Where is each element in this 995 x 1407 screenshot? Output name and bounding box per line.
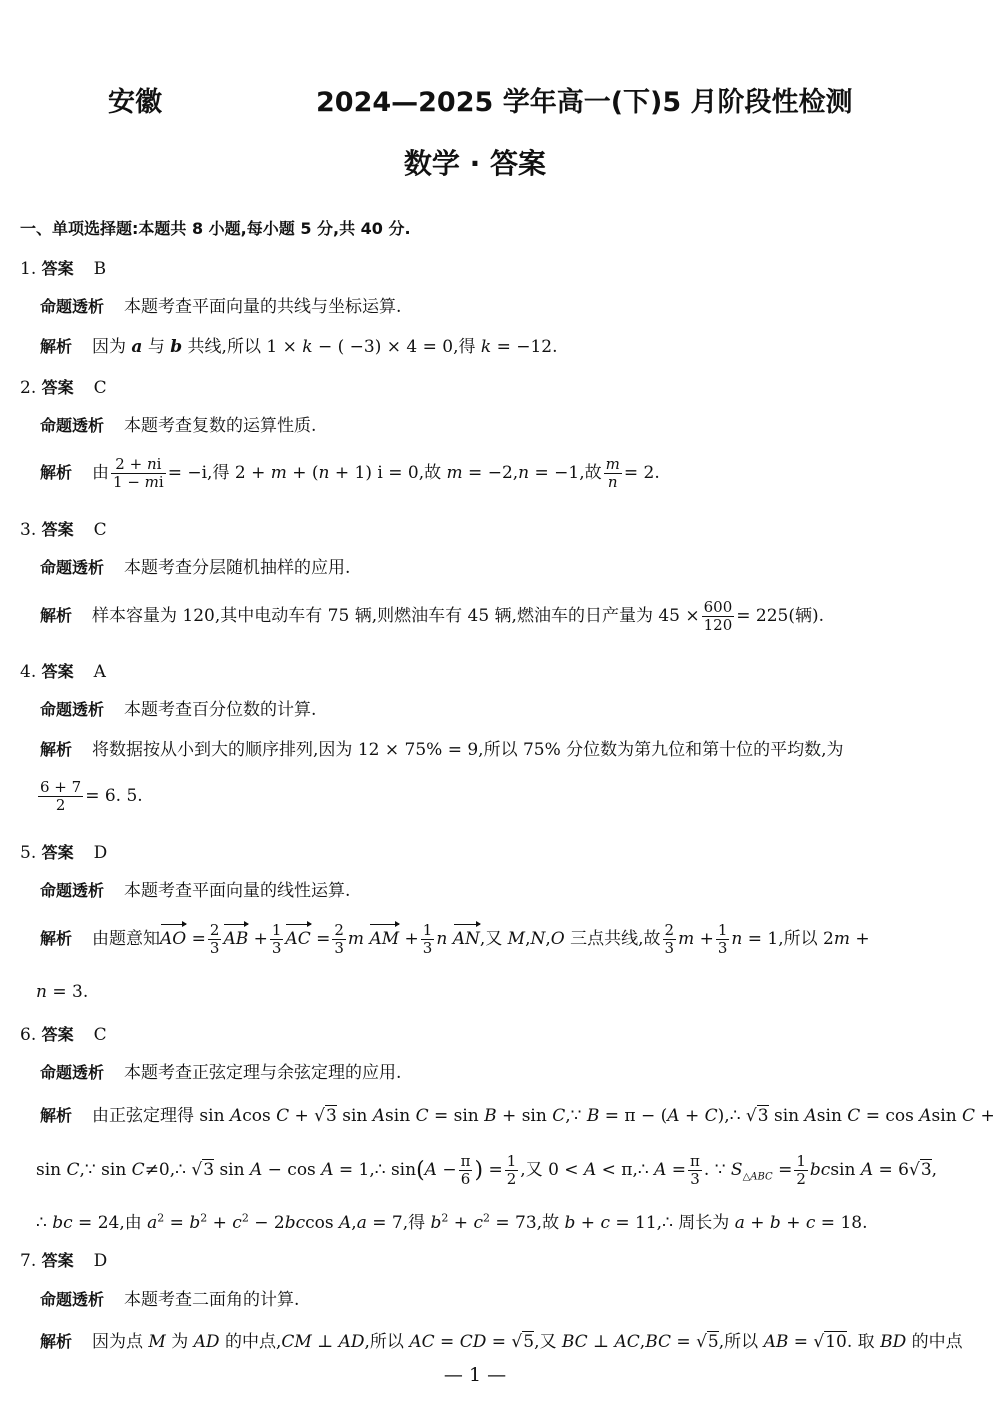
question-2-answer-line xyxy=(20,375,107,398)
insight-label: 命题透析 xyxy=(40,558,105,577)
fraction: $\frac{\pi}{6}$ xyxy=(460,1152,471,1188)
insight-label: 命题透析 xyxy=(40,1063,105,1082)
answer-value: C xyxy=(93,1025,107,1045)
answer-value: A xyxy=(93,662,106,682)
fraction: $\frac{\pi}{3}$ xyxy=(690,1152,700,1188)
answer-value: C xyxy=(93,378,107,398)
question-6-answer-line xyxy=(20,1022,107,1045)
insight-label: 命题透析 xyxy=(40,881,105,900)
question-number: 4. xyxy=(20,662,37,682)
analysis-label: 解析 xyxy=(40,929,73,948)
question-6-analysis-cont-1: sin C,∵ sin C≠0,∴ √3 sin A − cos A = 1,∴ sin(A − $\frac{\pi}{6}$ ) = $\frac{1}{2}$ ,又 0 < A < π,∴ A = $\frac{\pi}{3}$ . ∵ $S_{\triangle ABC}$ = $\frac{1}{2}$ bcsin A = 6√3, xyxy=(36,1152,938,1188)
insight-label: 命题透析 xyxy=(40,700,105,719)
question-4-insight xyxy=(40,698,316,722)
question-7-insight xyxy=(40,1288,299,1312)
fraction: $\frac{2}{3}$ xyxy=(664,921,675,957)
insight-text: 本题考查正弦定理与余弦定理的应用. xyxy=(124,1063,402,1083)
question-number: 1. xyxy=(20,259,37,279)
insight-text: 本题考查分层随机抽样的应用. xyxy=(124,558,351,578)
question-6-insight xyxy=(40,1061,401,1085)
question-5-analysis-cont: n = 3. xyxy=(36,982,89,1002)
insight-label: 命题透析 xyxy=(40,297,105,316)
answer-label: 答案 xyxy=(41,378,74,397)
question-3-answer-line xyxy=(20,517,107,540)
question-3-analysis: 解析 样本容量为 120,其中电动车有 75 辆,则燃油车有 45 辆,燃油车的日产量为 45 × $\frac{600}{120}$ = 225(辆). xyxy=(40,598,825,634)
fraction: $\frac{600}{120}$ xyxy=(703,598,733,634)
question-1-insight xyxy=(40,295,401,319)
answer-label: 答案 xyxy=(41,1025,74,1044)
question-1-analysis: 解析 因为 a 与 b 共线,所以 1 × k − ( −3) × 4 = 0,得 k = −12. xyxy=(40,337,558,357)
question-5-answer-line xyxy=(20,840,107,863)
question-5-insight xyxy=(40,879,350,903)
page-number: — 1 — xyxy=(443,1364,507,1386)
question-number: 5. xyxy=(20,843,37,863)
region-label: 安徽 xyxy=(108,87,162,118)
question-3-insight xyxy=(40,556,350,580)
question-4-analysis-cont: $\frac{6 + 7}{2}$ = 6. 5. xyxy=(40,778,143,814)
question-number: 6. xyxy=(20,1025,37,1045)
fraction: $\frac{2 + ni}{1 - mi}$ xyxy=(113,455,164,491)
analysis-label: 解析 xyxy=(40,606,73,625)
insight-text: 本题考查百分位数的计算. xyxy=(124,700,317,720)
question-2-analysis: 解析 由 $\frac{2 + ni}{1 - mi}$ = −i,得 2 + m + (n + 1) i = 0,故 m = −2,n = −1,故 $\frac{m}{n}$ = 2. xyxy=(40,455,660,491)
answer-label: 答案 xyxy=(41,1251,74,1270)
analysis-label: 解析 xyxy=(40,463,73,482)
insight-label: 命题透析 xyxy=(40,1290,105,1309)
fraction: $\frac{2}{3}$ xyxy=(209,921,220,957)
answer-label: 答案 xyxy=(41,843,74,862)
analysis-label: 解析 xyxy=(40,337,73,356)
answer-label: 答案 xyxy=(41,520,74,539)
subject-title: 数学 · 答案 xyxy=(403,147,547,180)
fraction: $\frac{m}{n}$ xyxy=(605,455,620,491)
question-1-answer-line xyxy=(20,256,106,279)
question-5-analysis: 解析 由题意知AO = $\frac{2}{3}$ AB + $\frac{1}{3}$ AC = $\frac{2}{3}$ m AM + $\frac{1}{3}$ n AN,又 M,N,O 三点共线,故 $\frac{2}{3}$ m + $\frac{1}{3}$ n = 1,所以 2m + xyxy=(40,921,870,957)
question-number: 2. xyxy=(20,378,37,398)
answer-label: 答案 xyxy=(41,662,74,681)
analysis-label: 解析 xyxy=(40,1332,73,1351)
question-2-insight xyxy=(40,414,316,438)
fraction: $\frac{1}{2}$ xyxy=(796,1152,806,1188)
exam-title: 2024—2025 学年高一(下)5 月阶段性检测 xyxy=(316,87,853,118)
fraction: $\frac{1}{3}$ xyxy=(422,921,433,957)
answer-value: B xyxy=(93,259,107,279)
analysis-label: 解析 xyxy=(40,1106,73,1125)
insight-text: 本题考查平面向量的线性运算. xyxy=(124,881,351,901)
question-7-analysis: 解析 因为点 M 为 AD 的中点,CM ⊥ AD,所以 AC = CD = √5,又 BC ⊥ AC,BC = √5,所以 AB = √10. 取 BD 的中点 xyxy=(40,1332,963,1352)
answer-value: D xyxy=(93,1251,108,1271)
question-4-analysis: 解析 将数据按从小到大的顺序排列,因为 12 × 75% = 9,所以 75% 分位数为第九位和第十位的平均数,为 xyxy=(40,740,844,760)
question-number: 3. xyxy=(20,520,37,540)
insight-text: 本题考查二面角的计算. xyxy=(124,1290,300,1310)
insight-label: 命题透析 xyxy=(40,416,105,435)
question-number: 7. xyxy=(20,1251,37,1271)
question-6-analysis-cont-2: ∴ bc = 24,由 $a^2 = b^2 + c^2 - 2bccos$ A,a = 7,得 $b^2 + c^2 = 73$,故 b + c = 11,∴ 周长为 a + b + c = 18. xyxy=(36,1211,868,1233)
fraction: $\frac{1}{3}$ xyxy=(271,921,282,957)
section-title: 一、单项选择题:本题共 8 小题,每小题 5 分,共 40 分. xyxy=(20,219,411,238)
question-4-answer-line xyxy=(20,659,106,682)
insight-text: 本题考查平面向量的共线与坐标运算. xyxy=(124,297,402,317)
analysis-label: 解析 xyxy=(40,740,73,759)
fraction: $\frac{1}{3}$ xyxy=(717,921,728,957)
answer-value: C xyxy=(93,520,107,540)
question-6-analysis: 解析 由正弦定理得 sin Acos C + √3 sin Asin C = sin B + sin C,∵ B = π − (A + C),∴ √3 sin Asin C = cos Asin C + xyxy=(40,1106,995,1126)
fraction: $\frac{1}{2}$ xyxy=(506,1152,517,1188)
question-7-answer-line xyxy=(20,1248,107,1271)
answer-value: D xyxy=(93,843,108,863)
insight-text: 本题考查复数的运算性质. xyxy=(124,416,317,436)
fraction: $\frac{6 + 7}{2}$ xyxy=(40,778,82,814)
fraction: $\frac{2}{3}$ xyxy=(334,921,344,957)
answer-label: 答案 xyxy=(41,259,74,278)
